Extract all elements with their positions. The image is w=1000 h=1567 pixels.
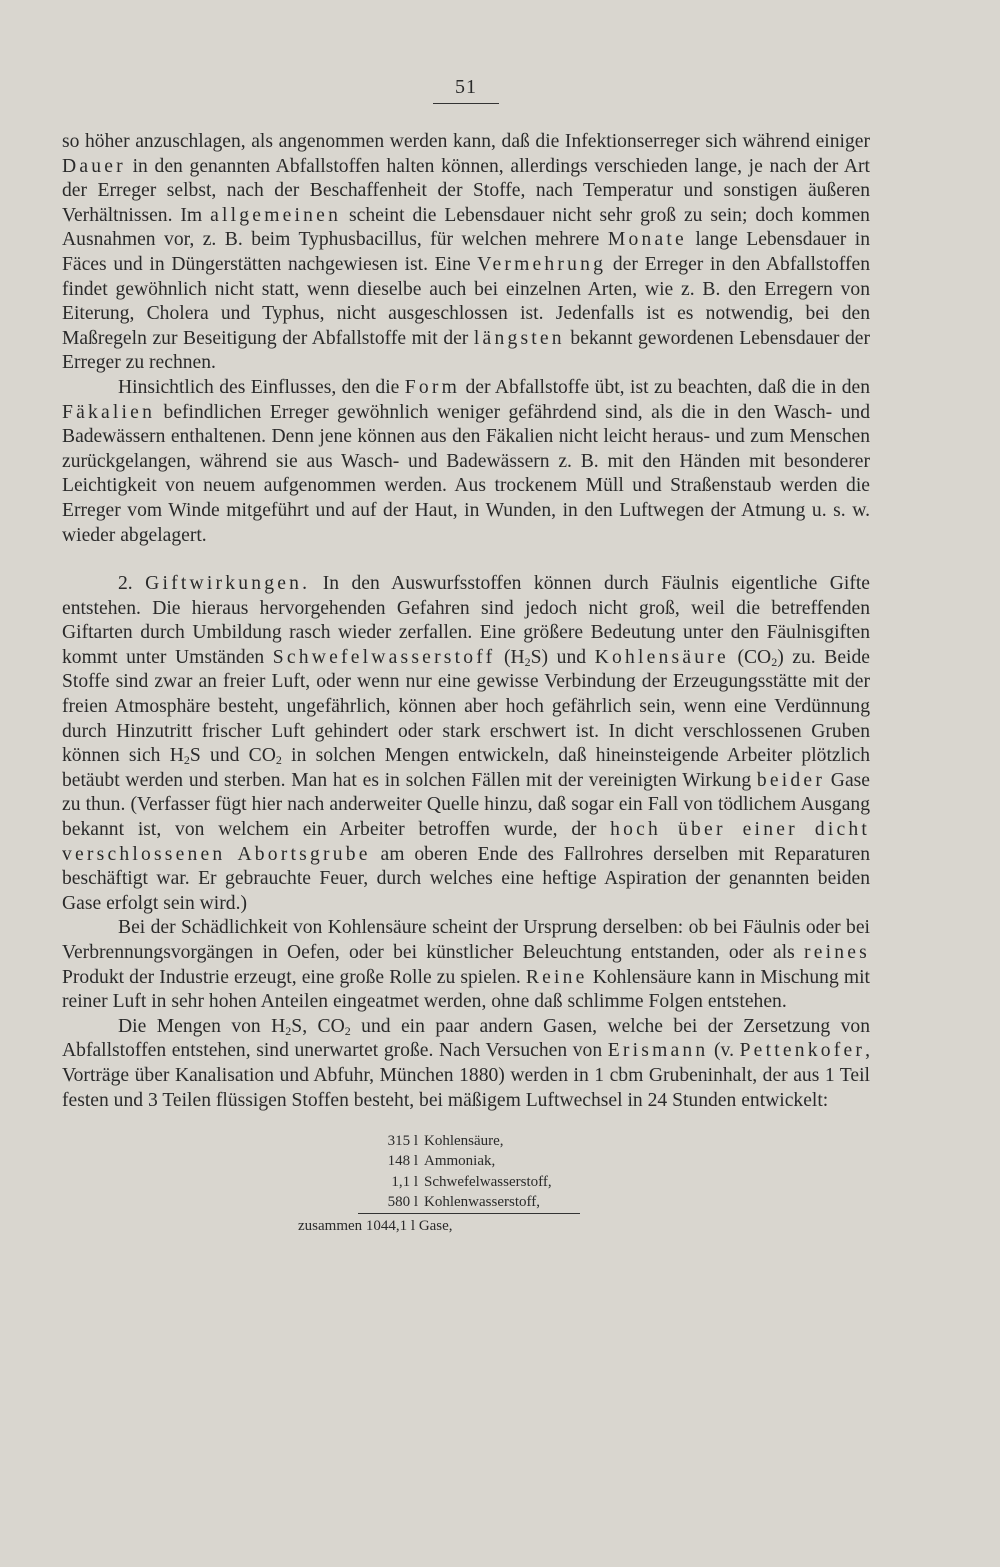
spaced-emphasis: Form <box>404 376 461 398</box>
page-number: 51 <box>433 76 499 104</box>
gas-list-item <box>62 1151 870 1171</box>
text-run: scheint die Lebensdauer nicht sehr groß zu sein; doch kommen Ausnahmen vor, z. B. beim Typhusbacillus, für welchen mehrere <box>62 204 870 251</box>
page-header <box>62 76 870 104</box>
spaced-emphasis: Pettenkofer <box>739 1040 866 1062</box>
text-run: Gase zu thun. (Verfasser fügt hier nach anderweiter Quelle hinzu, daß sogar ein Fall von tödlichem Ausgang bekannt ist, von welchem ein Arbeiter betroffen wurde, der <box>62 769 870 841</box>
spaced-emphasis: Schwefelwasserstoff <box>272 646 496 668</box>
section-number: 2. <box>118 573 146 595</box>
gas-list <box>62 1131 870 1236</box>
subscript: 2 <box>524 654 531 669</box>
gas-list-item <box>62 1192 870 1212</box>
gas-quantity: 1,1 l <box>391 1173 418 1190</box>
gas-name: Kohlensäure, <box>424 1133 504 1150</box>
text-run: (CO <box>728 646 772 668</box>
text-run: Produkt der Industrie erzeugt, eine große Rolle zu spielen. <box>62 966 526 988</box>
text-run: der Erreger in den Abfallstoffen findet gewöhnlich nicht statt, wenn dieselbe auch bei einzelnen Arten, wie z. B. den Erregern von Eiterung, Cholera und Typhus, nicht ausgeschlossen ist. Jedenfalls ist es notwendig, bei den Maßregeln zur Beseitigung der Abfallstoffe mit der <box>62 253 870 349</box>
paragraph-3 <box>62 572 870 916</box>
sum-rule <box>358 1213 580 1214</box>
subscript: 2 <box>183 753 190 768</box>
subscript: 2 <box>285 1023 292 1038</box>
gas-list-item <box>62 1131 870 1151</box>
gas-name: Schwefelwasserstoff, <box>424 1173 552 1190</box>
spaced-emphasis: Erismann <box>607 1040 709 1062</box>
subscript: 2 <box>344 1023 351 1038</box>
gas-total: zusammen 1044,1 l Gase, <box>298 1217 453 1234</box>
gas-list-item <box>62 1172 870 1192</box>
text-run: S und CO <box>189 745 276 767</box>
text-run: befindlichen Erreger gewöhnlich weniger gefährdend sind, als die in den Wasch- und Badewässern enthaltenen. Denn jene können aus den Fäkalien nicht leicht heraus- und zum Menschen zurückgelangen, während sie aus Wasch- und Badewässern z. B. mit den Händen mit besonderer Leichtigkeit von neuem aufgenommen werden. Aus trockenem Müll und Straßenstaub werden die Erreger vom Winde mitgeführt und auf der Haut, in Wunden, in den Luftwegen der Atmung u. s. w. wieder abgelagert. <box>62 401 870 546</box>
spaced-emphasis: Vermehrung <box>477 253 607 275</box>
text-run: (H <box>495 646 525 668</box>
gas-quantity: 148 l <box>387 1153 418 1170</box>
subscript: 2 <box>275 753 282 768</box>
text-run: S, CO <box>291 1015 345 1037</box>
spaced-emphasis: Monate <box>607 229 687 251</box>
text-run: bekannt gewordenen Lebensdauer der Erreger zu rechnen. <box>62 327 870 374</box>
section-heading: Giftwirkungen. <box>145 573 311 595</box>
text-run: in den genannten Abfallstoffen halten können, allerdings verschieden lange, je nach der Art der Erreger selbst, nach der Beschaffenheit der Stoffe, nach Temperatur und sonstigen äußeren Verhältnissen. Im <box>62 155 870 226</box>
spaced-emphasis: hoch über einer dicht verschlossenen Abortsgrube <box>62 819 870 865</box>
spaced-emphasis: reines <box>804 942 870 963</box>
text-run: und ein paar andern Gasen, welche bei der Zersetzung von Abfallstoffen entstehen, sind unerwartet große. Nach Versuchen von <box>62 1015 870 1062</box>
paragraph-5 <box>62 1015 870 1113</box>
text-run: Die Mengen von H <box>118 1015 286 1037</box>
text-run: (v. <box>708 1040 740 1062</box>
gas-name: Kohlenwasserstoff, <box>424 1193 540 1210</box>
text-run: In den Auswurfsstoffen können durch Fäulnis eigentliche Gifte entstehen. Die hieraus hervorgehenden Gefahren sind jedoch nicht groß, weil die betreffenden Giftarten durch Umbildung rasch wieder zerfallen. Eine größere Bedeutung unter den Fäulnisgiften kommt unter Umständen <box>62 573 871 668</box>
spaced-emphasis: Kohlensäure <box>594 646 729 668</box>
subscript: 2 <box>771 654 778 669</box>
text-run: der Abfallstoffe übt, ist zu beachten, daß die in den <box>460 376 870 398</box>
gas-quantity: 580 l <box>387 1193 418 1210</box>
paragraph-4 <box>62 916 870 1014</box>
text-run: , Vorträge über Kanalisation und Abfuhr, München 1880) werden in 1 cbm Grubeninhalt, der aus 1 Teil festen und 3 Teilen flüssigen Stoffen besteht, bei mäßigem Luftwechsel in 24 Stunden entwickelt: <box>62 1040 870 1111</box>
paragraph-2 <box>62 376 870 548</box>
spaced-emphasis: beider <box>756 769 826 791</box>
gas-name: Ammoniak, <box>424 1153 496 1170</box>
text-run: S) und <box>530 646 595 668</box>
text-run: in solchen Mengen entwickeln, daß hineinsteigende Arbeiter plötzlich betäubt werden und sterben. Man hat es in solchen Fällen mit der vereinigten Wirkung <box>62 745 870 791</box>
spaced-emphasis: Dauer <box>62 155 126 177</box>
spaced-emphasis: Reine <box>525 966 588 988</box>
text-run: Bei der Schädlichkeit von Kohlensäure scheint der Ursprung derselben: ob bei Fäulnis oder bei Verbrennungsvorgängen in Oefen, oder bei künstlicher Beleuchtung entstanden, oder als <box>62 917 870 963</box>
text-run: Kohlensäure kann in Mischung mit reiner Luft in sehr hohen Anteilen eingeatmet werden, ohne daß schlimme Folgen entstehen. <box>62 966 870 1013</box>
gas-quantity: 315 l <box>387 1133 418 1150</box>
text-run: Hinsichtlich des Einflusses, den die <box>118 376 405 398</box>
paragraph-1 <box>62 130 870 376</box>
text-run: so höher anzuschlagen, als angenommen werden kann, daß die Infektionserreger sich während einiger <box>62 131 870 152</box>
spaced-emphasis: längsten <box>473 327 565 349</box>
spaced-emphasis: Fäkalien <box>62 401 156 423</box>
body-text <box>62 130 870 1236</box>
spaced-emphasis: allgemeinen <box>210 204 342 226</box>
text-run: lange Lebensdauer in Fäces und in Düngerstätten nachgewiesen ist. Eine <box>62 229 871 275</box>
text-run: ) zu. Beide Stoffe sind zwar an freier Luft, oder wenn nur eine gewisse Verbindung der Erzeugungsstätte mit der freien Atmosphäre besteht, ungefährlich, können aber hoch gefährlich sein, wenn eine Verdünnung durch Hinzutritt frischer Luft gehindert oder stark erschwert ist. In dicht verschlossenen Gruben können sich H <box>62 646 870 767</box>
text-run: am oberen Ende des Fallrohres derselben mit Reparaturen beschäftigt war. Er gebrauchte Feuer, durch welches eine heftige Aspiration der genannten beiden Gase erfolgt sein wird.) <box>62 843 870 914</box>
